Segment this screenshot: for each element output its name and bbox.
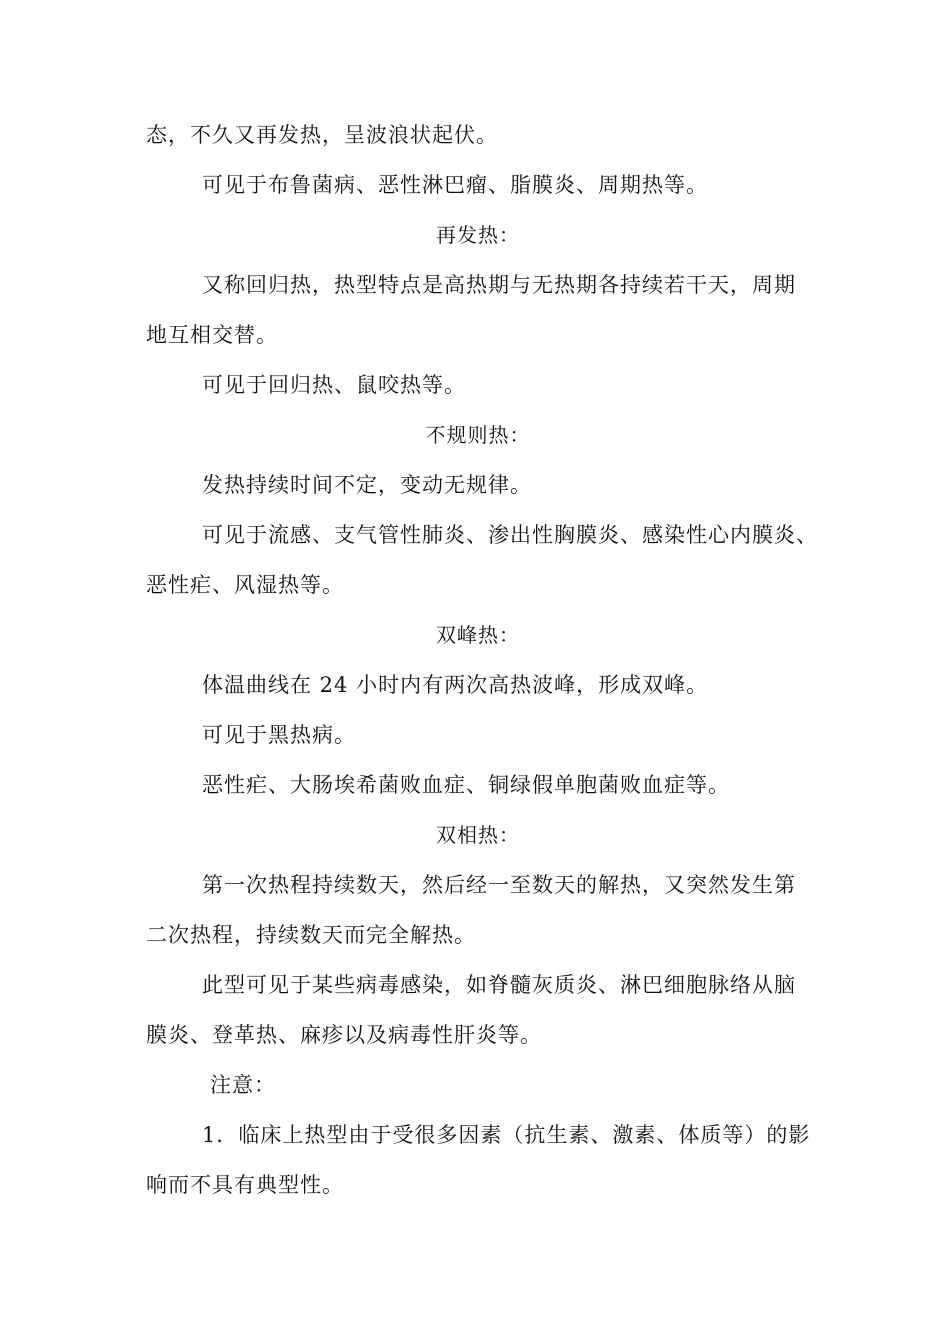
- section-heading-relapsing-fever: 再发热：: [436, 223, 520, 247]
- paragraph: 可见于流感、支气管性肺炎、渗出性胸膜炎、感染性心内膜炎、: [202, 523, 818, 547]
- paragraph: 发热持续时间不定，变动无规律。: [202, 473, 532, 497]
- paragraph-continuation: 响而不具有典型性。: [146, 1173, 344, 1197]
- note-heading: 注意：: [210, 1073, 276, 1097]
- section-heading-irregular-fever: 不规则热：: [425, 423, 531, 447]
- paragraph: 可见于布鲁菌病、恶性淋巴瘤、脂膜炎、周期热等。: [202, 173, 708, 197]
- paragraph-continuation: 恶性疟、风湿热等。: [146, 573, 344, 597]
- paragraph: 可见于黑热病。: [202, 723, 356, 747]
- section-heading-biphasic-fever: 双相热：: [436, 823, 520, 847]
- paragraph-continuation: 膜炎、登革热、麻疹以及病毒性肝炎等。: [146, 1023, 542, 1047]
- note-item-1: 1．临床上热型由于受很多因素（抗生素、激素、体质等）的影: [202, 1123, 811, 1147]
- paragraph: 恶性疟、大肠埃希菌败血症、铜绿假单胞菌败血症等。: [202, 773, 730, 797]
- paragraph-continuation: 地互相交替。: [146, 323, 278, 347]
- paragraph: 体温曲线在 24 小时内有两次高热波峰，形成双峰。: [202, 673, 709, 697]
- paragraph: 第一次热程持续数天，然后经一至数天的解热，又突然发生第: [202, 873, 796, 897]
- paragraph: 可见于回归热、鼠咬热等。: [202, 373, 466, 397]
- paragraph-continuation: 二次热程，持续数天而完全解热。: [146, 923, 476, 947]
- paragraph: 此型可见于某些病毒感染，如脊髓灰质炎、淋巴细胞脉络从脑: [202, 973, 796, 997]
- paragraph: 又称回归热，热型特点是高热期与无热期各持续若干天，周期: [202, 273, 796, 297]
- paragraph-continuation: 态，不久又再发热，呈波浪状起伏。: [146, 123, 498, 147]
- section-heading-double-peak-fever: 双峰热：: [436, 623, 520, 647]
